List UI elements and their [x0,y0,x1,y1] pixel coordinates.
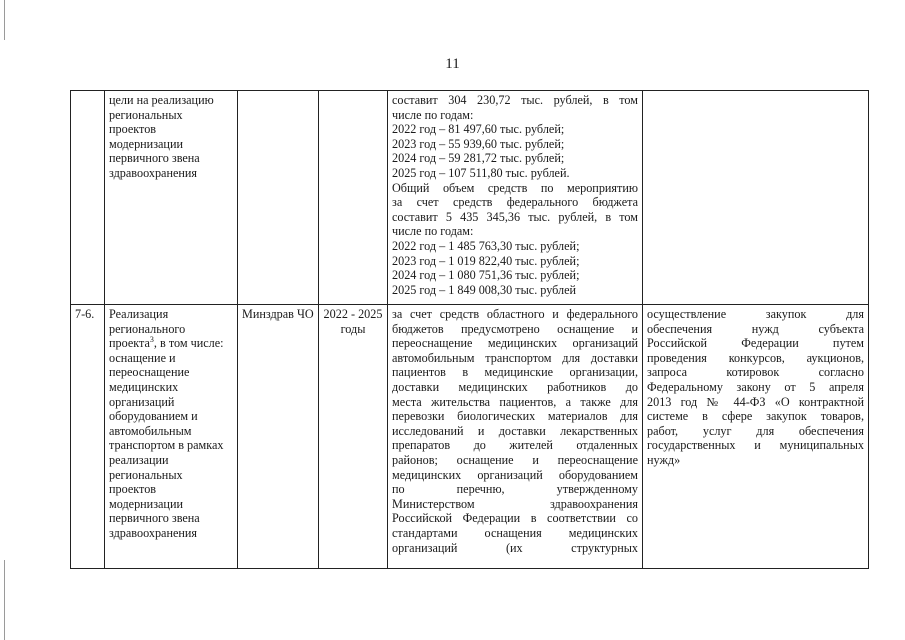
text-line: нужд» [647,452,681,467]
text-line: 2022 год – 81 497,60 тыс. рублей; [392,122,565,137]
page-number: 11 [445,56,460,72]
text-line: 2024 год – 1 080 751,36 тыс. рублей; [392,268,580,283]
text-line: доставки медицинских работников до [392,379,638,394]
text-line: первичного звена [109,151,200,166]
scan-edge-mark-bottom [4,560,5,640]
text-line: бюджетов предусмотрено оснащение и [392,321,638,336]
cell-period-empty [319,91,388,305]
cell-measure-name [105,91,238,305]
text-line: Министерством здравоохранения [392,496,638,511]
text-line: 2024 год – 59 281,72 тыс. рублей; [392,151,565,166]
text-line: составит 304 230,72 тыс. рублей, в том [392,93,638,107]
text-line: организаций [109,394,175,409]
text-line: цели на реализацию [109,93,214,107]
text-line: медицинских [109,379,179,394]
text-fragment: проекта [109,336,150,351]
text-line: Федеральному закону от 5 апреля [647,379,864,394]
text-line: здравоохранения [109,525,198,540]
text-line: Российской Федерации путем [647,336,864,351]
text-line: автомобильным [109,423,192,438]
cell-period [319,305,388,569]
text-line: переоснащение [109,365,190,380]
text-line: 2013 год № 44-ФЗ «О контрактной [647,394,864,409]
cell-measure-name [105,305,238,569]
text-line: 2023 год – 55 939,60 тыс. рублей; [392,136,565,151]
text-line-with-footnote [109,336,233,351]
cell-description [388,91,643,305]
cell-basis-empty [643,91,869,305]
text-line: места жительства пациентов, а также для [392,394,638,409]
text-line: переоснащение медицинских организаций [392,336,638,351]
text-line: здравоохранения [109,165,198,180]
text-line: модернизации [109,136,183,151]
text-line: проведения конкурсов, аукционов, [647,350,864,365]
cell-description [388,305,643,569]
text-line: работ, услуг для обеспечения [647,423,864,438]
text-line: 2022 год – 1 485 763,30 тыс. рублей; [392,238,580,253]
text-line: государственных и муниципальных [647,438,864,453]
text-line: регионального [109,321,186,336]
cell-number-empty [71,91,105,305]
text-line: проектов [109,482,157,497]
cell-basis [643,305,869,569]
text-line: составит 5 435 345,36 тыс. рублей, в том [392,209,638,224]
text-fragment: , в том числе: [153,336,224,351]
measures-table [70,90,869,569]
text-line: региональных [109,467,183,482]
text-line: пациентов в медицинские организации, [392,365,638,380]
table-row-7-6 [71,305,869,569]
text-line: организаций (их структурных [392,540,638,555]
text-line: обеспечения нужд субъекта [647,321,864,336]
footnote-marker: 3 [149,335,154,345]
text-line: 2025 год – 1 849 008,30 тыс. рублей [392,282,577,297]
text-line: 2023 год – 1 019 822,40 тыс. рублей; [392,253,580,268]
text-line: стандартами оснащения медицинских [392,525,638,540]
text-line: районов; оснащение и переоснащение [392,452,638,467]
text-line: проектов [109,122,157,137]
text-line: числе по годам: [392,107,474,122]
table-row-continuation [71,91,869,305]
cell-number [71,305,105,569]
text-line: исследований и доставки лекарственных [392,423,638,438]
text-line: первичного звена [109,511,200,526]
text-line: за счет средств федерального бюджета [392,195,638,210]
cell-executor [238,305,319,569]
text-line: модернизации [109,496,183,511]
text-line: оснащение и [109,350,176,365]
period-unit: годы [340,321,366,336]
text-line: по перечню, утвержденному [392,482,638,497]
scan-edge-mark-top [4,0,5,40]
text-line: Российской Федерации в соответствии со [392,511,638,526]
text-line: осуществление закупок для [647,307,864,321]
measure-number: 7-6. [75,307,95,321]
text-line: препаратов до жителей отдаленных [392,438,638,453]
text-line: реализации [109,452,169,467]
period-years: 2022 - 2025 [323,307,383,321]
text-line: транспортом в рамках [109,438,224,453]
text-line: медицинских организаций оборудованием [392,467,638,482]
text-line: оборудованием и [109,409,198,424]
text-line: региональных [109,107,183,122]
cell-executor-empty [238,91,319,305]
executor-name: Минздрав ЧО [242,307,314,321]
text-line: Общий объем средств по мероприятию [392,180,638,195]
text-line: Реализация [109,307,169,321]
text-line: запроса котировок согласно [647,365,864,380]
text-line: 2025 год – 107 511,80 тыс. рублей. [392,165,570,180]
text-line: автомобильным транспортом для доставки [392,350,638,365]
text-line: перевозки биологических материалов для [392,409,638,424]
text-line: числе по годам: [392,224,474,239]
text-line: за счет средств областного и федерального [392,307,638,321]
text-line: системе в сфере закупок товаров, [647,409,864,424]
